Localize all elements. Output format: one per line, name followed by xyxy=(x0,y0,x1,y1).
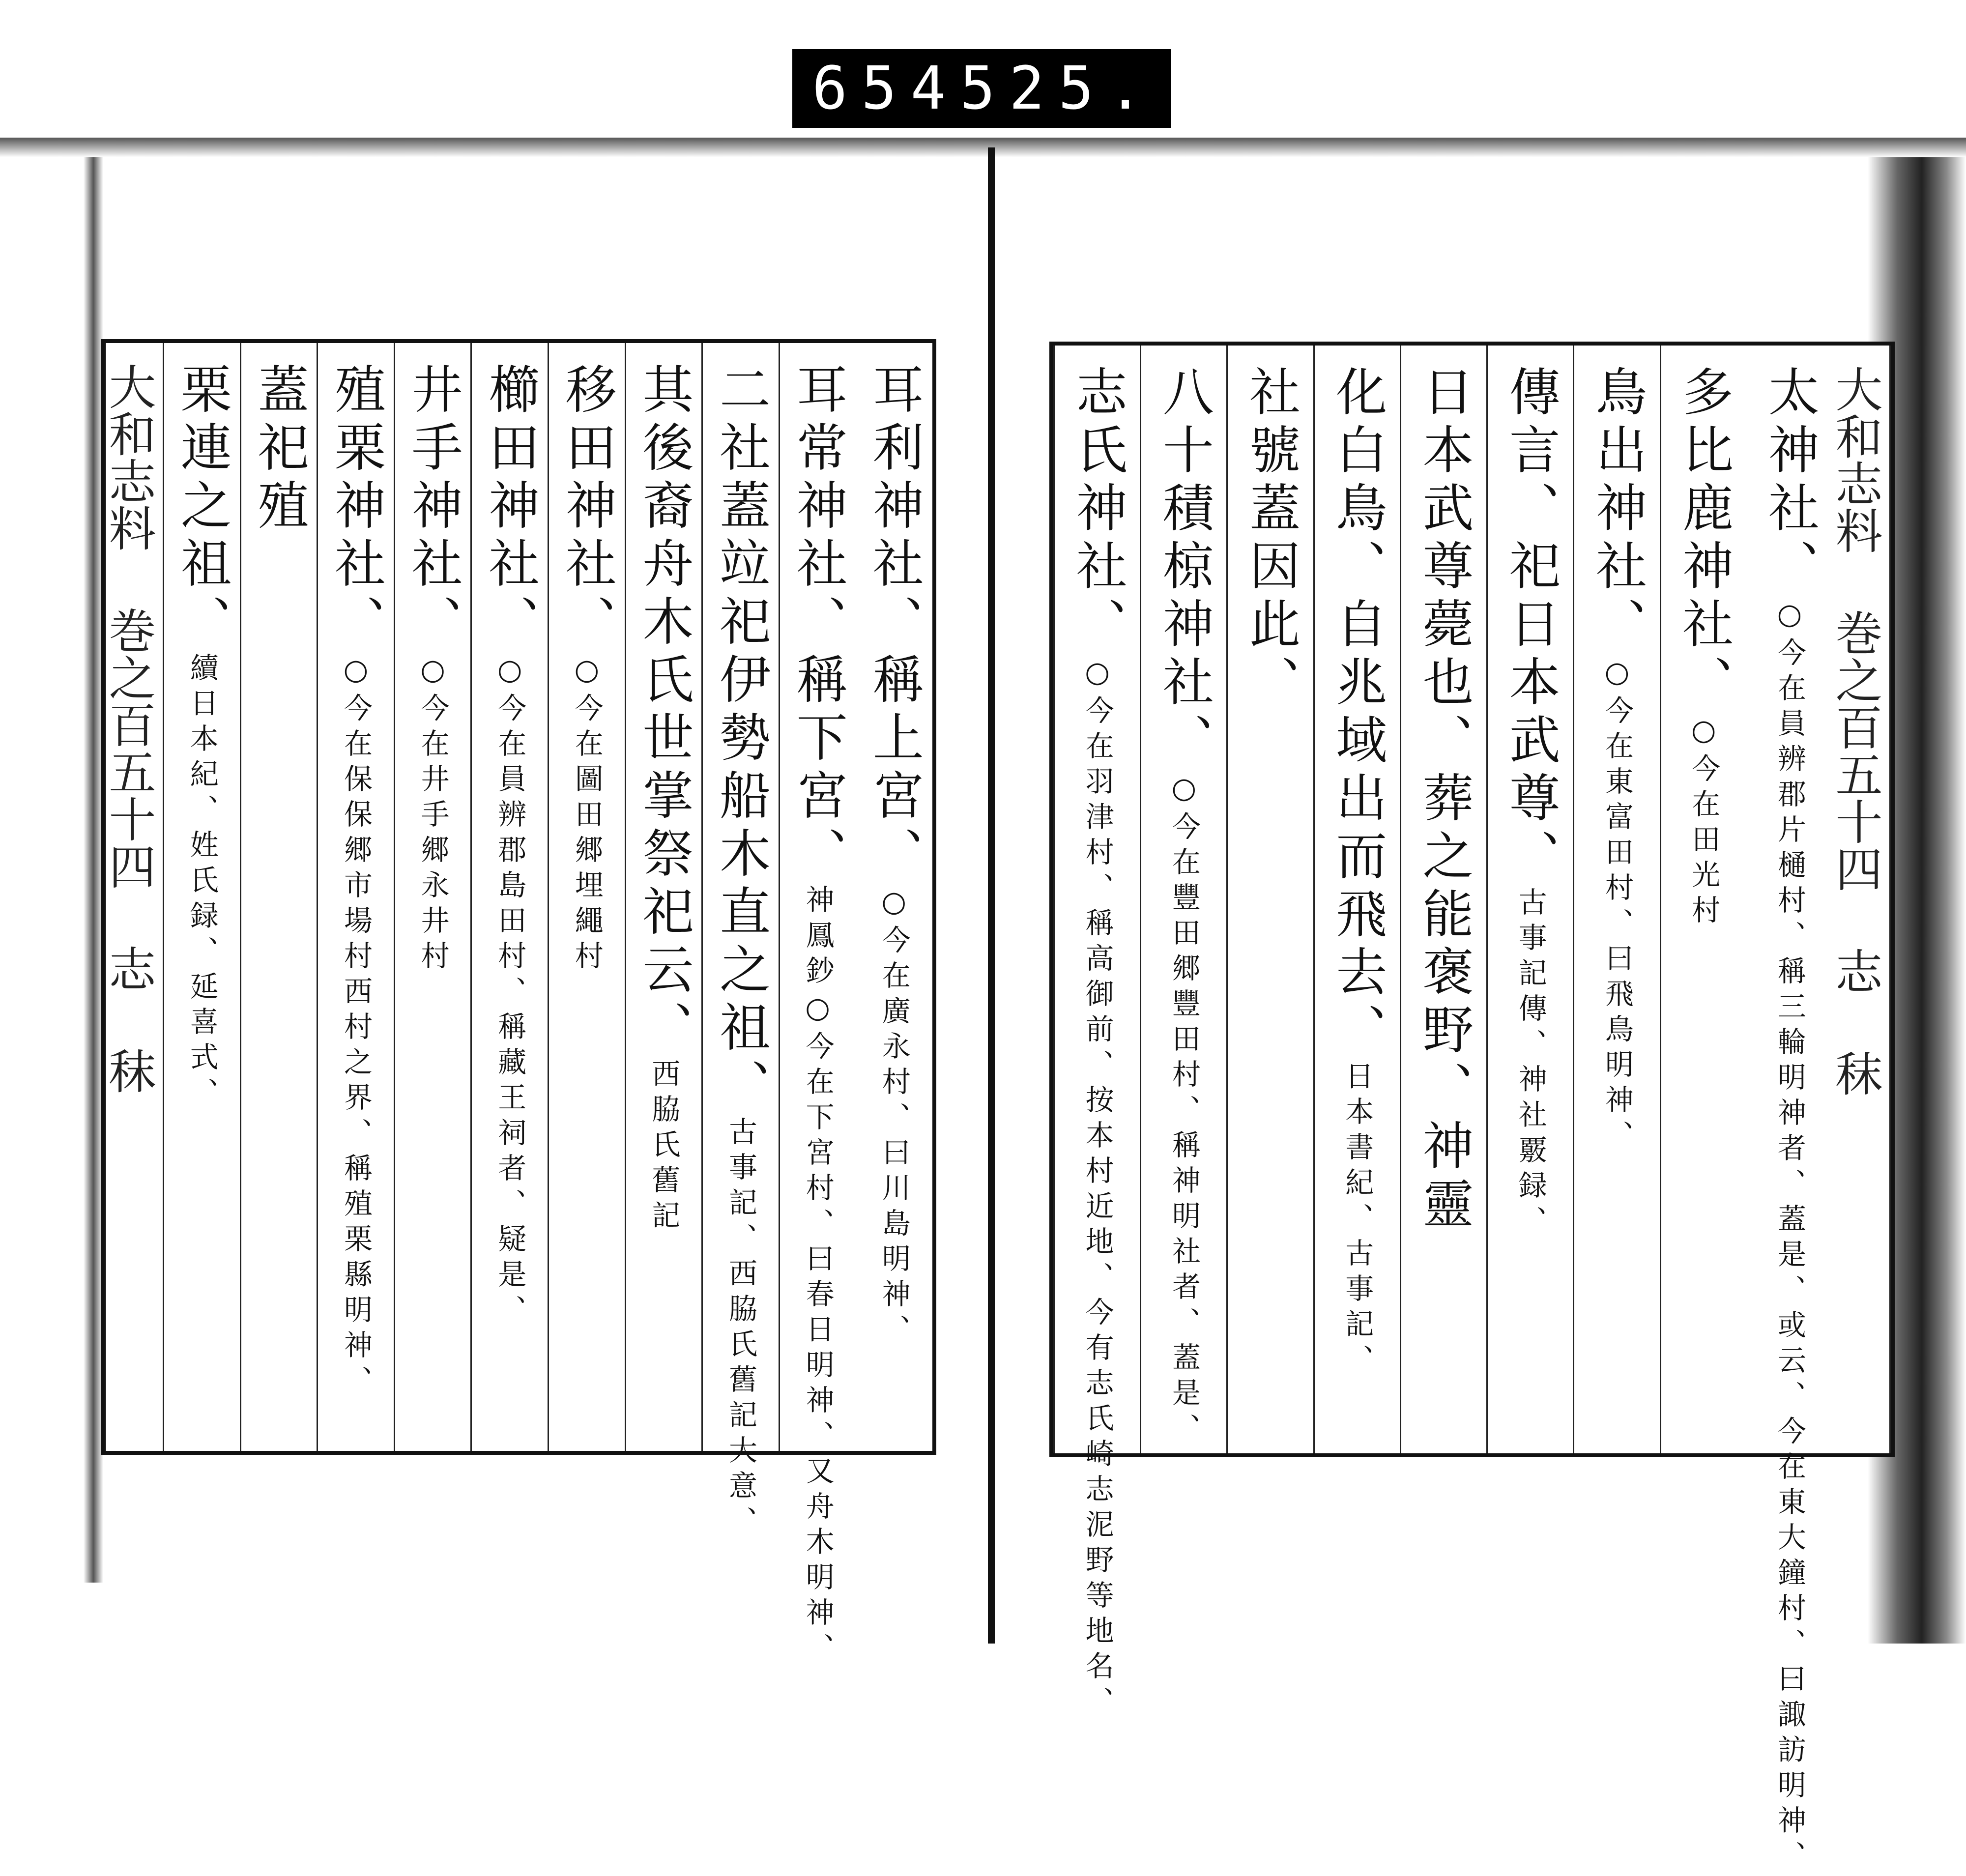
column-text xyxy=(249,363,309,537)
column-annotation: 西脇氏舊記 xyxy=(647,1059,681,1236)
text-column xyxy=(779,343,856,1668)
text-column xyxy=(394,343,471,1451)
column-annotation: 日本書紀、古事記、 xyxy=(1340,1061,1374,1380)
column-main-text: 耳常神社、稱下宮、 xyxy=(787,363,848,885)
column-text xyxy=(1587,365,1647,1155)
text-column xyxy=(163,343,240,1451)
text-column xyxy=(701,343,779,1541)
right-running-head: 大和志料 巻之百五十四 志 秣 xyxy=(1833,346,1891,1453)
column-text xyxy=(1414,365,1474,1235)
text-column xyxy=(317,343,394,1451)
text-column xyxy=(1486,346,1573,1453)
text-column xyxy=(1053,346,1140,1722)
column-annotation: ○今在員辨郡片樋村、稱三輪明神者、蓋是、或云、今在東大鐘村、曰諏訪明神、 xyxy=(1772,597,1806,1876)
column-text xyxy=(1759,365,1820,1876)
column-main-text: 櫛田神社、 xyxy=(480,363,540,653)
column-text xyxy=(787,363,848,1668)
column-main-text: 志氏神社、 xyxy=(1067,365,1128,655)
left-running-head: 大和志料 巻之百五十四 志 秣 xyxy=(105,343,163,1451)
catalog-number-left: 654 xyxy=(812,54,960,123)
column-annotation: ○今在東富田村、曰飛鳥明神、 xyxy=(1600,655,1634,1155)
column-annotation: ○今在羽津村、稱高御前、按本村近地、今有志氏崎志泥野等地名、 xyxy=(1080,655,1114,1722)
book-spine-line xyxy=(988,147,995,1644)
right-text-frame xyxy=(1049,342,1895,1876)
column-annotation: ○今在保保郷市場村西村之界、稱殖栗縣明神、 xyxy=(339,653,373,1401)
column-main-text: 耳利神社、稱上宮、 xyxy=(864,363,924,885)
text-column xyxy=(855,343,932,1451)
column-annotation: ○今在田光村 xyxy=(1687,713,1721,930)
column-text xyxy=(172,363,232,1113)
text-column xyxy=(1660,346,1746,1453)
column-text xyxy=(1067,365,1128,1722)
column-main-text: 井手神社、 xyxy=(403,363,463,653)
text-column xyxy=(548,343,625,1451)
column-text xyxy=(480,363,540,1330)
column-text xyxy=(710,363,771,1541)
column-main-text: 傳言、祀日本武尊、 xyxy=(1500,365,1561,887)
column-text xyxy=(556,363,617,976)
catalog-number-right: 525. xyxy=(959,54,1157,123)
column-main-text: 化白鳥、自兆域出而飛去、 xyxy=(1327,365,1388,1061)
text-column xyxy=(1140,346,1226,1453)
page-top-shadow xyxy=(0,138,1966,157)
column-annotation: ○今在圖田郷埋繩村 xyxy=(570,653,604,976)
column-main-text: 二社蓋竝祀伊勢船木直之祖、 xyxy=(710,363,771,1117)
column-text xyxy=(1241,365,1301,713)
column-text xyxy=(325,363,386,1401)
text-column xyxy=(1746,346,1833,1876)
text-column xyxy=(470,343,548,1451)
column-main-text: 移田神社、 xyxy=(556,363,617,653)
column-main-text: 八十積椋神社、 xyxy=(1154,365,1214,771)
column-main-text: 太神社、 xyxy=(1759,365,1820,597)
column-text xyxy=(403,363,463,976)
column-text xyxy=(864,363,924,1350)
column-annotation: 神鳳鈔○今在下宮村、曰春日明神、又舟木明神、 xyxy=(801,885,835,1668)
column-annotation: ○今在井手郷永井村 xyxy=(416,653,450,976)
column-annotation: 古事記、西脇氏舊記大意、 xyxy=(723,1117,757,1541)
column-annotation: ○今在廣永村、曰川島明神、 xyxy=(877,885,911,1350)
catalog-number-label xyxy=(792,49,1171,128)
column-annotation: 古事記傳、神社覈録、 xyxy=(1513,887,1547,1241)
text-column xyxy=(1313,346,1400,1453)
column-annotation: 續日本紀、姓氏録、延喜式、 xyxy=(185,653,219,1113)
column-text xyxy=(1154,365,1214,1448)
column-text xyxy=(1500,365,1561,1241)
column-annotation: ○今在員辨郡島田村、稱藏王祠者、疑是、 xyxy=(493,653,527,1330)
column-main-text: 栗連之祖、 xyxy=(172,363,232,653)
text-column xyxy=(240,343,317,1451)
column-main-text: 社號蓋因此、 xyxy=(1241,365,1301,713)
column-main-text: 多比鹿神社、 xyxy=(1674,365,1734,713)
column-text xyxy=(1674,365,1734,930)
text-column xyxy=(1400,346,1486,1453)
text-column xyxy=(1573,346,1659,1453)
column-main-text: 鳥出神社、 xyxy=(1587,365,1647,655)
column-main-text: 日本武尊薨也、葬之能褒野、神靈 xyxy=(1414,365,1474,1235)
column-text xyxy=(634,363,694,1236)
column-main-text: 殖栗神社、 xyxy=(325,363,386,653)
column-annotation: ○今在豐田郷豐田村、稱神明社者、蓋是、 xyxy=(1167,771,1201,1448)
text-column xyxy=(1226,346,1313,1453)
left-text-frame xyxy=(101,339,936,1668)
column-main-text: 其後裔舟木氏世掌祭祀云、 xyxy=(634,363,694,1059)
column-text xyxy=(1327,365,1388,1380)
column-main-text: 蓋祀殖 xyxy=(249,363,309,537)
text-column xyxy=(625,343,702,1451)
